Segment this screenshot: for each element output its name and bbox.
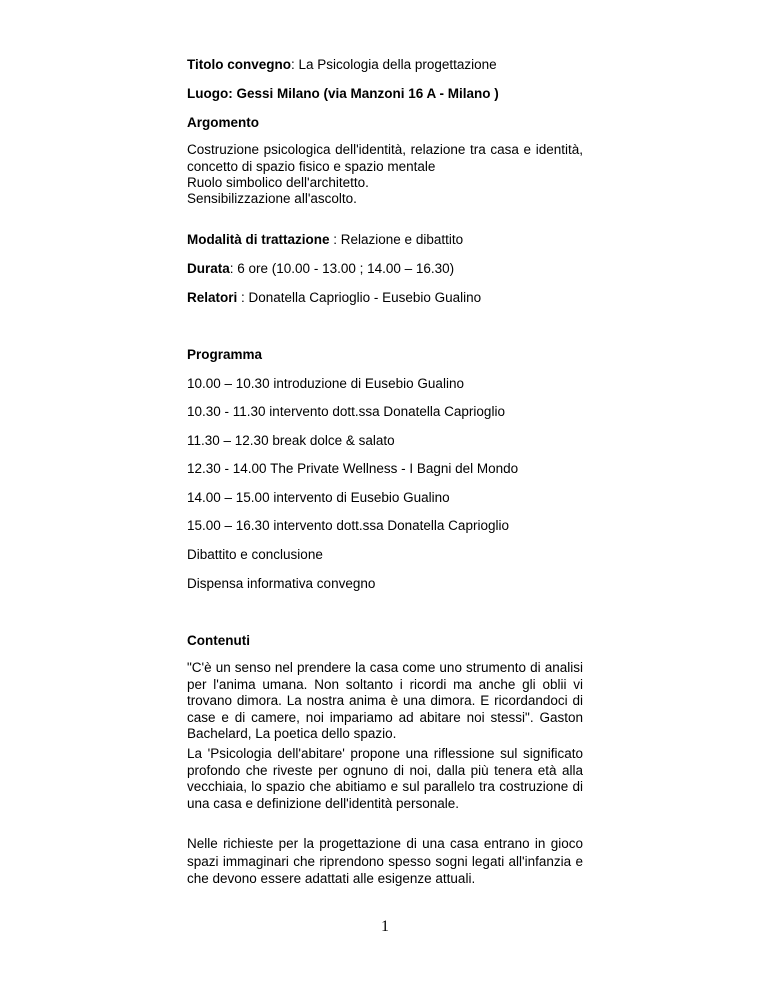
relatori-line [187, 290, 481, 305]
durata-label: Durata [187, 261, 230, 276]
conference-title [187, 57, 497, 72]
contenuti-paragraph-3: Nelle richieste per la progettazione di una casa entrano in gioco spazi immaginari che riprendono spesso sogni legati all'infanzia e che devono essere adattati alle esigenze attuali. [187, 836, 583, 886]
program-item-1: 10.00 – 10.30 introduzione di Eusebio Gualino [187, 376, 464, 391]
program-item-2: 10.30 - 11.30 intervento dott.ssa Donatella Caprioglio [187, 404, 505, 419]
durata-line [187, 261, 454, 276]
durata-value: : 6 ore (10.00 - 13.00 ; 14.00 – 16.30) [229, 261, 455, 276]
modalita-line [187, 232, 463, 247]
title-label: Titolo convegno [187, 57, 291, 72]
argomento-heading: Argomento [187, 115, 259, 130]
title-value: : La Psicologia della progettazione [291, 57, 497, 72]
contenuti-paragraph-2: La 'Psicologia dell'abitare' propone una riflessione sul significato profondo che riveste per ognuno di noi, dalla più tenera età alla vecchiaia, lo spazio che abitiamo e sul parallelo tra costruzione di una casa e definizione dell'identità personale. [187, 746, 583, 811]
modalita-label: Modalità di trattazione [187, 232, 330, 247]
programma-heading: Programma [187, 347, 263, 362]
contenuti-heading: Contenuti [187, 633, 250, 648]
argomento-text-1: Costruzione psicologica dell'identità, relazione tra casa e identità, concetto di spazio fisico e spazio mentale [187, 142, 583, 174]
argomento-text-3: Sensibilizzazione all'ascolto. [187, 191, 357, 206]
page-number: 1 [381, 918, 389, 935]
modalita-value: : Relazione e dibattito [329, 232, 464, 247]
relatori-label: Relatori [187, 290, 238, 305]
program-item-8: Dispensa informativa convegno [187, 576, 376, 591]
program-item-5: 14.00 – 15.00 intervento di Eusebio Gualino [187, 490, 450, 505]
program-item-4: 12.30 - 14.00 The Private Wellness - I Bagni del Mondo [187, 461, 519, 476]
program-item-6: 15.00 – 16.30 intervento dott.ssa Donatella Caprioglio [187, 518, 509, 533]
location-line: Luogo: Gessi Milano (via Manzoni 16 A - Milano ) [187, 86, 499, 101]
program-item-3: 11.30 – 12.30 break dolce & salato [187, 433, 395, 448]
relatori-value: : Donatella Caprioglio - Eusebio Gualino [237, 290, 482, 305]
program-item-7: Dibattito e conclusione [187, 547, 323, 562]
contenuti-paragraph-1: "C'è un senso nel prendere la casa come uno strumento di analisi per l'anima umana. Non soltanto i ricordi ma anche gli oblii vi trovano dimora. La nostra anima è una dimora. E ricordandoci di case e di camere, noi impariamo ad abitare noi stessi". Gaston Bachelard, La poetica dello spazio. [187, 660, 583, 741]
argomento-text-2: Ruolo simbolico dell'architetto. [187, 175, 369, 190]
